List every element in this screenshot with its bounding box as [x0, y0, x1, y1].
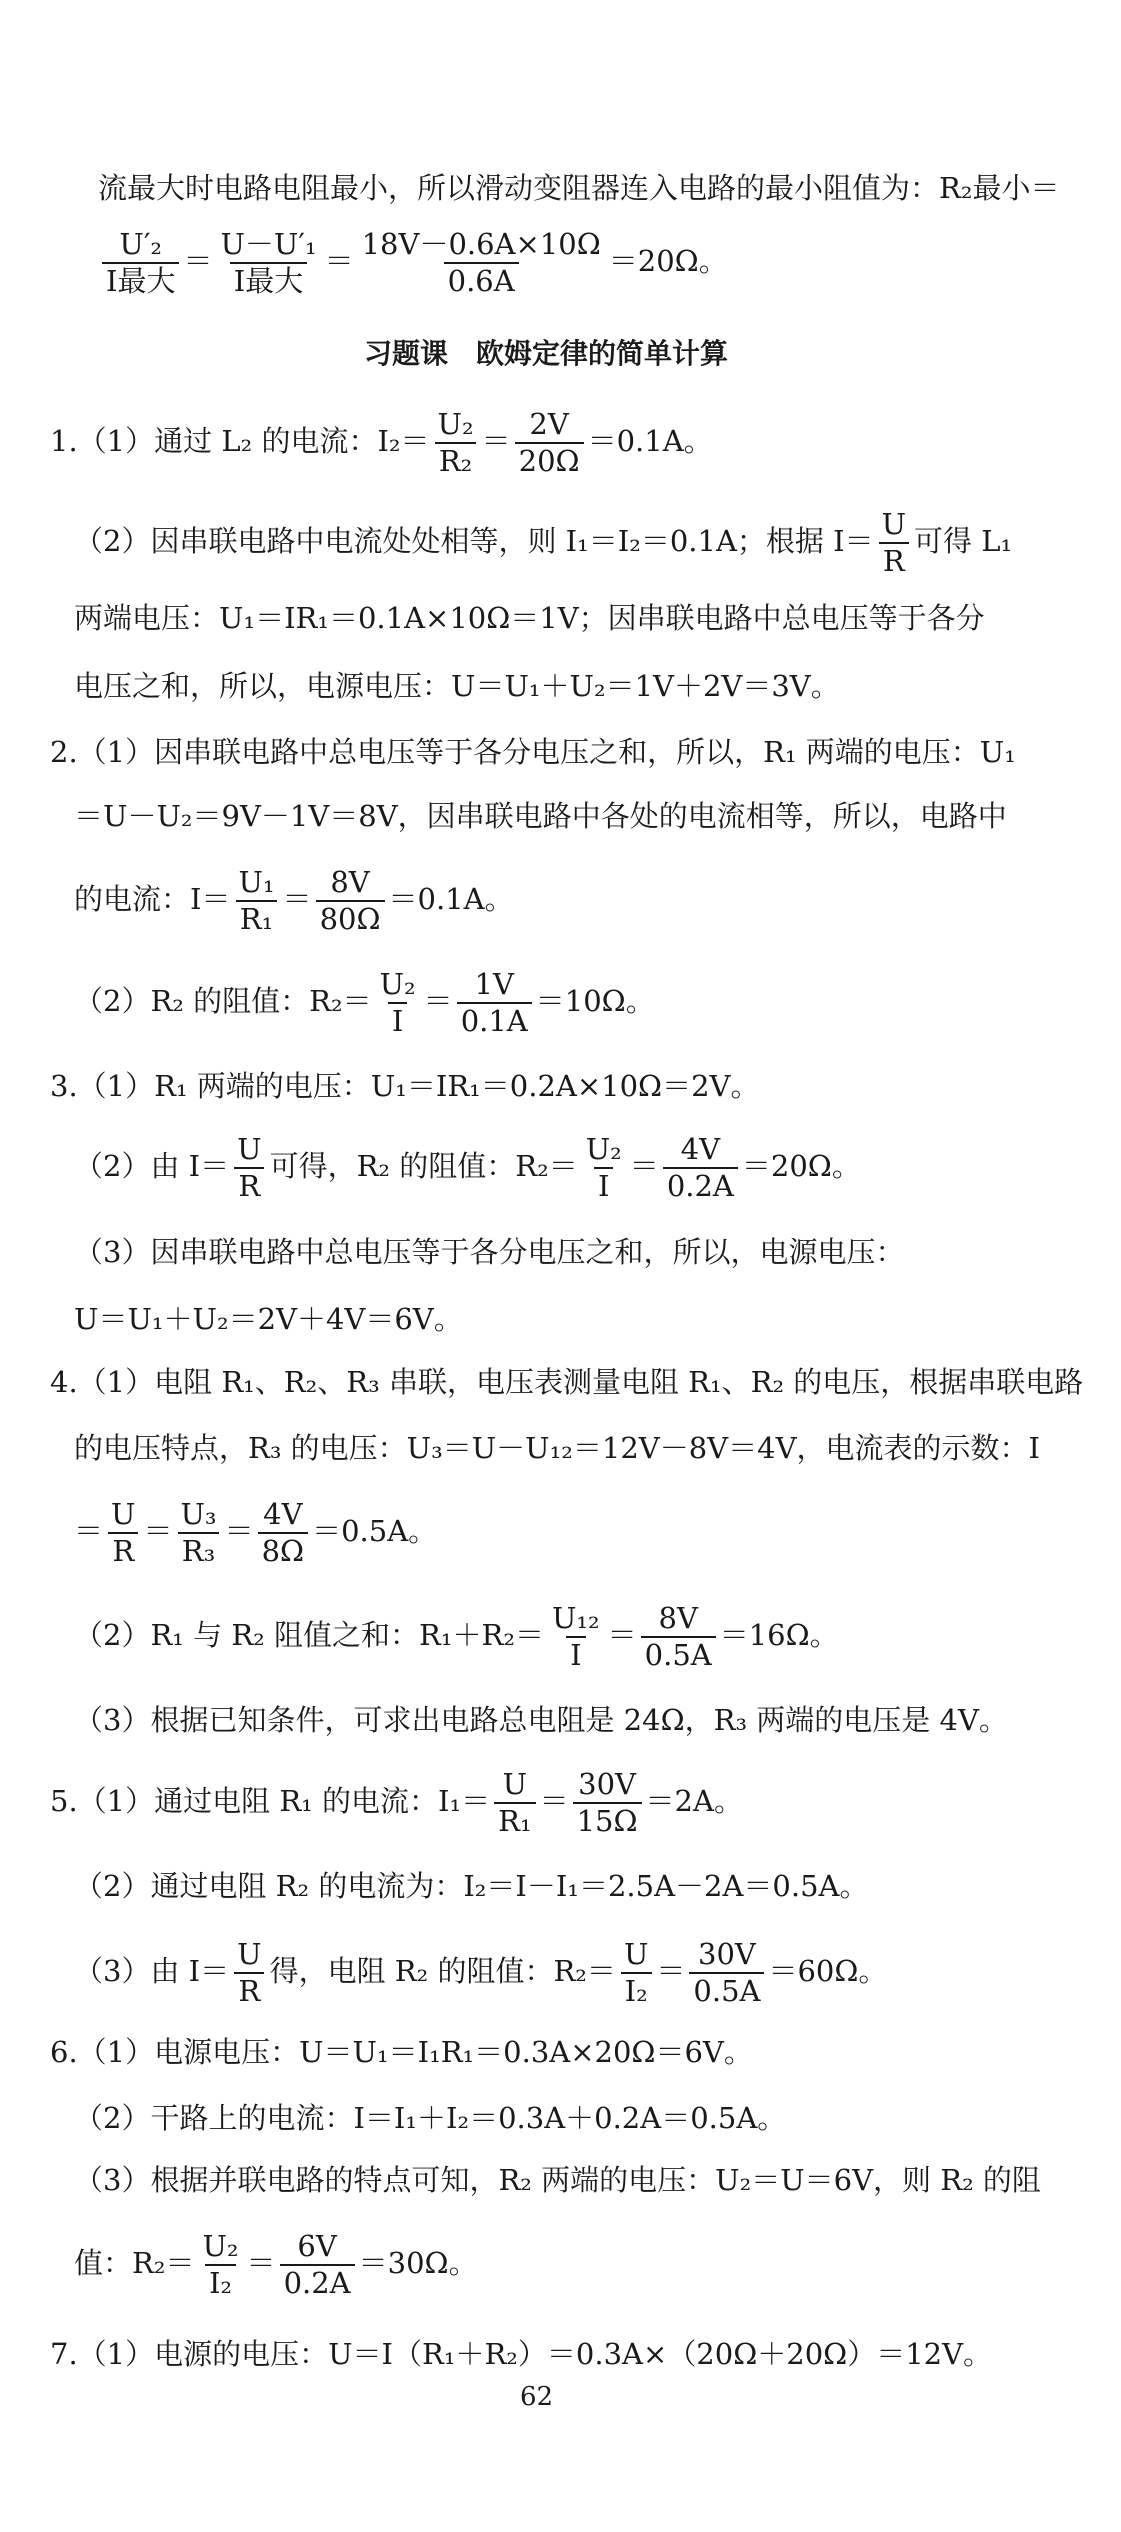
text-line — [74, 669, 840, 703]
fraction-numerator: U₂ — [202, 2229, 239, 2263]
text-run: ＝0.5A。 — [312, 1514, 438, 1548]
fraction-numerator: U — [881, 507, 907, 541]
text-line — [50, 1767, 743, 1838]
fraction-numerator: U′₂ — [119, 227, 163, 261]
fraction — [689, 1937, 764, 2008]
fraction-numerator: U₁ — [238, 865, 275, 899]
fraction-denominator: R₁ — [236, 900, 277, 934]
text-run: ＝20Ω。 — [608, 244, 728, 278]
fraction-numerator: U — [502, 1767, 528, 1801]
fraction-numerator: 4V — [263, 1497, 303, 1531]
fraction — [233, 1132, 265, 1203]
fraction — [258, 1497, 309, 1568]
fraction-denominator: 0.5A — [641, 1636, 716, 1670]
text-run: 得，电阻 R₂ 的阻值：R₂＝ — [269, 1954, 616, 1988]
text-line — [74, 1601, 839, 1672]
text-line — [50, 2035, 753, 2069]
text-run: ＝ — [629, 1149, 659, 1183]
text-run: ＝ — [246, 2246, 276, 2280]
text-run: 7.（1）电源的电压：U＝I（R₁＋R₂）＝0.3A×（20Ω＋20Ω）＝12V。 — [50, 2337, 993, 2371]
text-run: ＝ — [324, 244, 354, 278]
text-run: 电压之和，所以，电源电压：U＝U₁＋U₂＝1V＋2V＝3V。 — [74, 669, 840, 703]
fraction-numerator: 8V — [330, 865, 370, 899]
fraction-denominator: R — [234, 1972, 264, 2006]
fraction — [434, 407, 478, 478]
text-line — [74, 1869, 869, 1903]
fraction — [176, 1497, 220, 1568]
fraction-denominator: 0.1A — [457, 1002, 532, 1036]
text-line — [74, 1132, 861, 1203]
fraction-numerator: U₂ — [585, 1132, 622, 1166]
text-line — [74, 1703, 1008, 1737]
text-line — [74, 2229, 478, 2300]
fraction-denominator: R₃ — [178, 1532, 219, 1566]
fraction-numerator: 8V — [658, 1601, 698, 1635]
fraction-denominator: 0.2A — [663, 1167, 738, 1201]
fraction-numerator: 2V — [529, 407, 569, 441]
text-run: ＝ — [143, 1514, 173, 1548]
text-line — [74, 601, 985, 635]
fraction-numerator: 6V — [297, 2229, 337, 2263]
fraction-numerator: U — [111, 1497, 136, 1531]
fraction-denominator: I — [388, 1002, 407, 1036]
text-run: ＝ — [656, 1954, 686, 1988]
fraction-numerator: 1V — [474, 967, 514, 1001]
fraction-numerator: U — [237, 1132, 262, 1166]
fraction-numerator: 4V — [680, 1132, 721, 1166]
text-run: ＝U－U₂＝9V－1V＝8V，因串联电路中各处的电流相等，所以，电路中 — [74, 799, 1007, 833]
text-run: 值：R₂＝ — [74, 2246, 195, 2280]
text-run: ＝16Ω。 — [719, 1618, 839, 1652]
text-run: （2）通过电阻 R₂ 的电流为：I₂＝I－I₁＝2.5A－2A＝0.5A。 — [74, 1869, 869, 1903]
fraction — [582, 1132, 626, 1203]
fraction-denominator: I₂ — [205, 2264, 236, 2298]
fraction — [234, 865, 278, 936]
text-line — [74, 2101, 787, 2135]
fraction-numerator: 30V — [578, 1767, 636, 1801]
text-run: ＝ — [282, 882, 312, 916]
fraction-denominator: 80Ω — [316, 900, 385, 934]
text-line — [74, 1302, 463, 1336]
fraction — [663, 1132, 738, 1203]
fraction — [878, 507, 910, 578]
text-run: 可得 L₁ — [914, 524, 1013, 558]
fraction — [494, 1767, 535, 1838]
fraction-numerator: U — [623, 1937, 649, 1971]
text-line — [74, 967, 655, 1038]
text-run: （2）R₂ 的阻值：R₂＝ — [74, 984, 372, 1018]
fraction-numerator: U－U′₁ — [220, 227, 317, 261]
fraction-denominator: R — [108, 1532, 138, 1566]
text-line — [74, 865, 514, 936]
fraction-denominator: R — [234, 1167, 264, 1201]
fraction-numerator: U₁₂ — [551, 1601, 600, 1635]
text-line — [50, 735, 1016, 769]
text-line — [74, 1235, 905, 1269]
fraction — [376, 967, 420, 1038]
text-run: 4.（1）电阻 R₁、R₂、R₃ 串联，电压表测量电阻 R₁、R₂ 的电压，根据串联电路 — [50, 1365, 1084, 1399]
fraction-denominator: 0.5A — [689, 1972, 764, 2006]
text-run: ＝ — [423, 984, 453, 1018]
fraction-denominator: R₁ — [494, 1802, 535, 1836]
text-run: ＝ — [183, 244, 213, 278]
text-run: 的电压特点，R₃ 的电压：U₃＝U－U₁₂＝12V－8V＝4V，电流表的示数：I — [74, 1431, 1040, 1465]
text-line — [98, 227, 728, 298]
text-line — [74, 507, 1013, 578]
text-run: 两端电压：U₁＝IR₁＝0.1A×10Ω＝1V；因串联电路中总电压等于各分 — [74, 601, 985, 635]
text-run: ＝ — [607, 1618, 637, 1652]
text-run: 习题课 欧姆定律的简单计算 — [364, 337, 729, 370]
text-line — [50, 1365, 1084, 1399]
fraction-numerator: 30V — [698, 1937, 756, 1971]
fraction-denominator: 0.6A — [444, 262, 519, 296]
fraction — [457, 967, 532, 1038]
fraction — [620, 1937, 652, 2008]
fraction — [358, 227, 605, 298]
fraction — [641, 1601, 716, 1672]
text-run: ＝ — [74, 1514, 104, 1548]
fraction-denominator: 8Ω — [258, 1532, 309, 1566]
fraction-denominator: 0.2A — [280, 2264, 355, 2298]
fraction — [102, 227, 179, 298]
text-run: ＝0.1A。 — [587, 424, 713, 458]
text-run: （2）由 I＝ — [74, 1149, 230, 1183]
text-run: 的电流：I＝ — [74, 882, 231, 916]
text-run: 2.（1）因串联电路中总电压等于各分电压之和，所以，R₁ 两端的电压：U₁ — [50, 735, 1016, 769]
text-run: ＝60Ω。 — [768, 1954, 888, 1988]
text-line — [74, 1431, 1040, 1465]
fraction-denominator: I — [594, 1167, 613, 1201]
fraction-denominator: I — [566, 1636, 585, 1670]
fraction — [573, 1767, 642, 1838]
text-run: ＝20Ω。 — [741, 1149, 861, 1183]
fraction-denominator: I最大 — [230, 262, 307, 296]
text-run: ＝ — [481, 424, 511, 458]
text-run: （3）根据已知条件，可求出电路总电阻是 24Ω，R₃ 两端的电压是 4V。 — [74, 1703, 1008, 1737]
fraction-numerator: 18V－0.6A×10Ω — [361, 227, 601, 261]
text-run: 6.（1）电源电压：U＝U₁＝I₁R₁＝0.3A×20Ω＝6V。 — [50, 2035, 753, 2069]
text-run: （2）因串联电路中电流处处相等，则 I₁＝I₂＝0.1A；根据 I＝ — [74, 524, 874, 558]
text-run: 5.（1）通过电阻 R₁ 的电流：I₁＝ — [50, 1784, 491, 1818]
text-run: ＝0.1A。 — [388, 882, 514, 916]
fraction-denominator: R — [879, 542, 909, 576]
text-line — [50, 407, 713, 478]
fraction-numerator: U₂ — [379, 967, 416, 1001]
page-number: 62 — [520, 2382, 554, 2412]
fraction — [198, 2229, 242, 2300]
text-line — [50, 2337, 993, 2371]
section-title — [364, 337, 729, 370]
text-line — [98, 171, 1060, 205]
text-line — [74, 2163, 1041, 2197]
text-run: （3）根据并联电路的特点可知，R₂ 两端的电压：U₂＝U＝6V，则 R₂ 的阻 — [74, 2163, 1041, 2197]
fraction-denominator: I最大 — [102, 262, 179, 296]
fraction — [216, 227, 320, 298]
fraction — [316, 865, 385, 936]
text-line — [74, 799, 1007, 833]
fraction-numerator: U — [237, 1937, 262, 1971]
text-line — [50, 1069, 760, 1103]
text-run: 3.（1）R₁ 两端的电压：U₁＝IR₁＝0.2A×10Ω＝2V。 — [50, 1069, 760, 1103]
text-run: （3）因串联电路中总电压等于各分电压之和，所以，电源电压： — [74, 1235, 905, 1269]
text-run: ＝2A。 — [645, 1784, 743, 1818]
text-run: （3）由 I＝ — [74, 1954, 230, 1988]
text-run: ＝10Ω。 — [535, 984, 655, 1018]
text-run: 可得，R₂ 的阻值：R₂＝ — [269, 1149, 578, 1183]
text-run: （2）干路上的电流：I＝I₁＋I₂＝0.3A＋0.2A＝0.5A。 — [74, 2101, 787, 2135]
fraction-denominator: 20Ω — [515, 442, 584, 476]
fraction — [280, 2229, 355, 2300]
fraction-denominator: I₂ — [621, 1972, 652, 2006]
text-run: ＝30Ω。 — [358, 2246, 478, 2280]
fraction — [107, 1497, 139, 1568]
text-line — [74, 1937, 888, 2008]
fraction-numerator: U₃ — [180, 1497, 217, 1531]
text-line — [74, 1497, 438, 1568]
fraction — [233, 1937, 265, 2008]
text-run: ＝ — [539, 1784, 569, 1818]
fraction-denominator: 15Ω — [573, 1802, 642, 1836]
fraction — [515, 407, 584, 478]
fraction-numerator: U₂ — [437, 407, 474, 441]
text-run: （2）R₁ 与 R₂ 阻值之和：R₁＋R₂＝ — [74, 1618, 544, 1652]
text-run: U＝U₁＋U₂＝2V＋4V＝6V。 — [74, 1302, 463, 1336]
text-run: ＝ — [224, 1514, 254, 1548]
text-run: 1.（1）通过 L₂ 的电流：I₂＝ — [50, 424, 430, 458]
text-run: 流最大时电路电阻最小，所以滑动变阻器连入电路的最小阻值为：R₂最小＝ — [98, 171, 1060, 205]
fraction-denominator: R₂ — [435, 442, 476, 476]
fraction — [548, 1601, 604, 1672]
